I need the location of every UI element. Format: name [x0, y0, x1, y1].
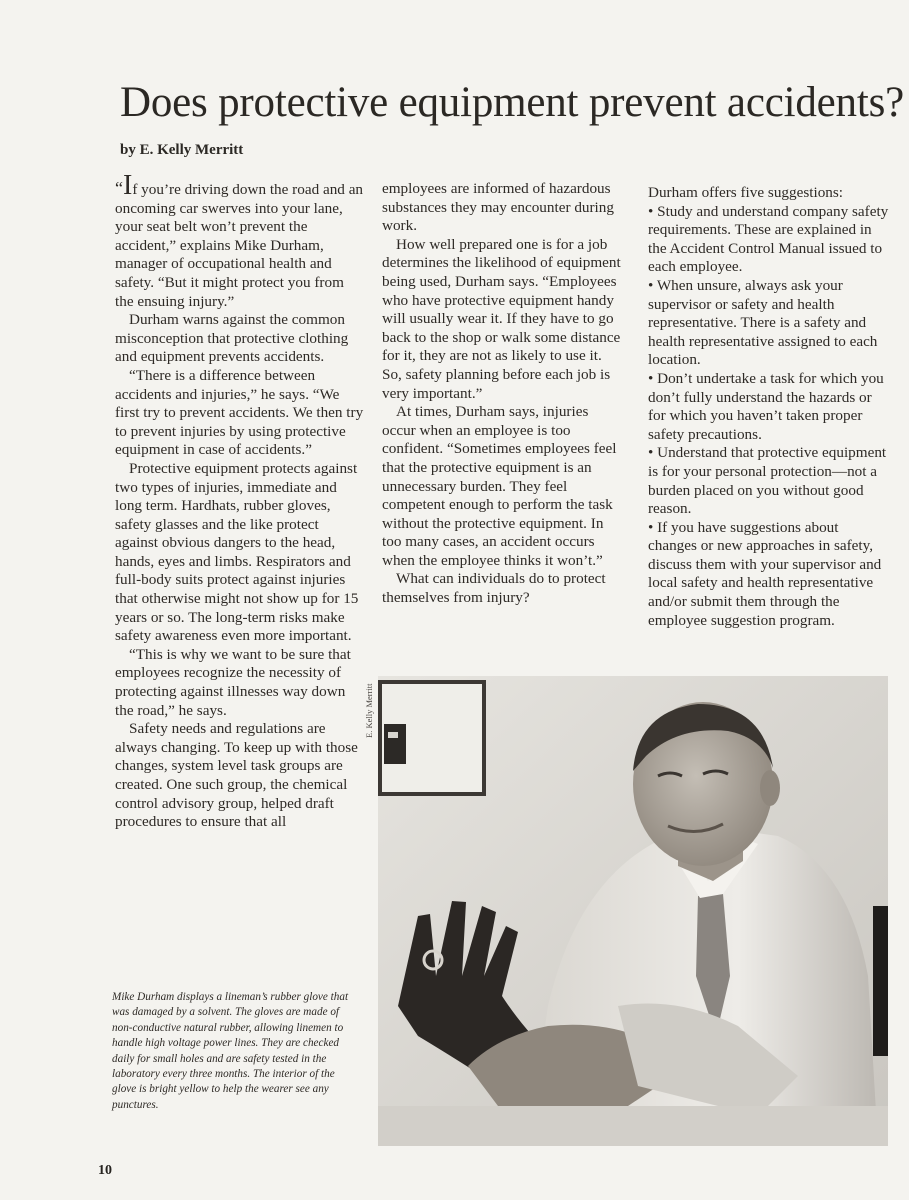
photo-illustration [378, 676, 888, 1146]
byline: by E. Kelly Merritt [120, 142, 244, 158]
headline: Does protective equipment prevent accidents? [120, 79, 904, 126]
article-column-2 [382, 180, 622, 608]
column1-paragraph-1 [115, 170, 365, 311]
column1-paragraph-1-text: f you’re driving down the road and an oncoming car swerves into your lane, your seat belt won’t prevent the accident,” explains Mike Durham, manager of occupational health and safety. “But it might protect you from the ensuing injury.” [115, 181, 364, 310]
column1-paragraph-5: “This is why we want to be sure that employees recognize the necessity of protecting against illnesses way down the road,” he says. [115, 645, 351, 719]
suggestion-item: • Don’t undertake a task for which you don’t fully understand the hazards or for which you haven’t taken proper safety precautions. [648, 370, 890, 444]
article-column-3 [648, 184, 890, 630]
column1-paragraph-3: “There is a difference between accidents and injuries,” he says. “We first try to prevent accidents. We then try to prevent injuries by using protective equipment in case of accidents.” [115, 366, 364, 459]
column1-paragraph-6: Safety needs and regulations are always changing. To keep up with those changes, system level task groups are created. One such group, the chemical control advisory group, helped draft procedures to ensure that all [115, 720, 358, 831]
suggestions-intro: Durham offers five suggestions: [648, 184, 844, 201]
page-number: 10 [98, 1163, 112, 1178]
column1-paragraph-4: Protective equipment protects against two types of injuries, immediate and long term. Hardhats, rubber gloves, safety glasses and the like protect against obvious dangers to the head, hands, eyes and limbs. Respirators and full-body suits protect against injuries that otherwise might not show up for 15 years or so. The long-term risks make safety awareness even more important. [115, 459, 359, 645]
column2-paragraph-3: At times, Durham says, injuries occur when an employee is too confident. “Sometimes employees feel that the protective equipment is an unnecessary burden. They feel competent enough to perform the task without the protective equipment. In too many cases, an accident occurs when the employee thinks it won’t.” [382, 403, 617, 569]
suggestion-item: • When unsure, always ask your supervisor or safety and health representative. There is a safety and health representative assigned to each location. [648, 277, 890, 370]
column2-paragraph-1: employees are informed of hazardous substances they may encounter during work. [382, 180, 614, 235]
suggestion-item: • If you have suggestions about changes or new approaches in safety, discuss them with your supervisor and local safety and health representative and/or submit them through the employee suggestion program. [648, 519, 890, 631]
suggestion-item: • Understand that protective equipment is for your personal protection—not a burden placed on you without good reason. [648, 444, 890, 518]
article-column-1 [115, 170, 365, 832]
opening-quote-mark: “ [115, 178, 123, 198]
column2-paragraph-2: How well prepared one is for a job determines the likelihood of equipment being used, Durham says. “Employees who have protective equipment handy will usually wear it. If they have to go back to the shop or walk some distance for it, they are not as likely to use it. So, safety planning before each job is very important.” [382, 235, 621, 402]
photo-man-holding-rubber-glove [378, 676, 888, 1146]
photo-caption: Mike Durham displays a lineman’s rubber glove that was damaged by a solvent. The gloves are made of non-conductive natural rubber, allowing linemen to handle high voltage power lines. They are checked daily for small holes and are safety tested in the laboratory every three months. The interior of the glove is bright yellow to help the wearer see any punctures. [112, 991, 349, 1111]
column2-paragraph-4: What can individuals do to protect themselves from injury? [382, 570, 606, 607]
drop-cap: I [123, 170, 133, 201]
photo-credit: E. Kelly Merritt [364, 683, 374, 738]
suggestion-item: • Study and understand company safety requirements. These are explained in the Accident Control Manual issued to each employee. [648, 203, 890, 277]
column1-paragraph-2: Durham warns against the common misconception that protective clothing and equipment prevents accidents. [115, 311, 349, 366]
